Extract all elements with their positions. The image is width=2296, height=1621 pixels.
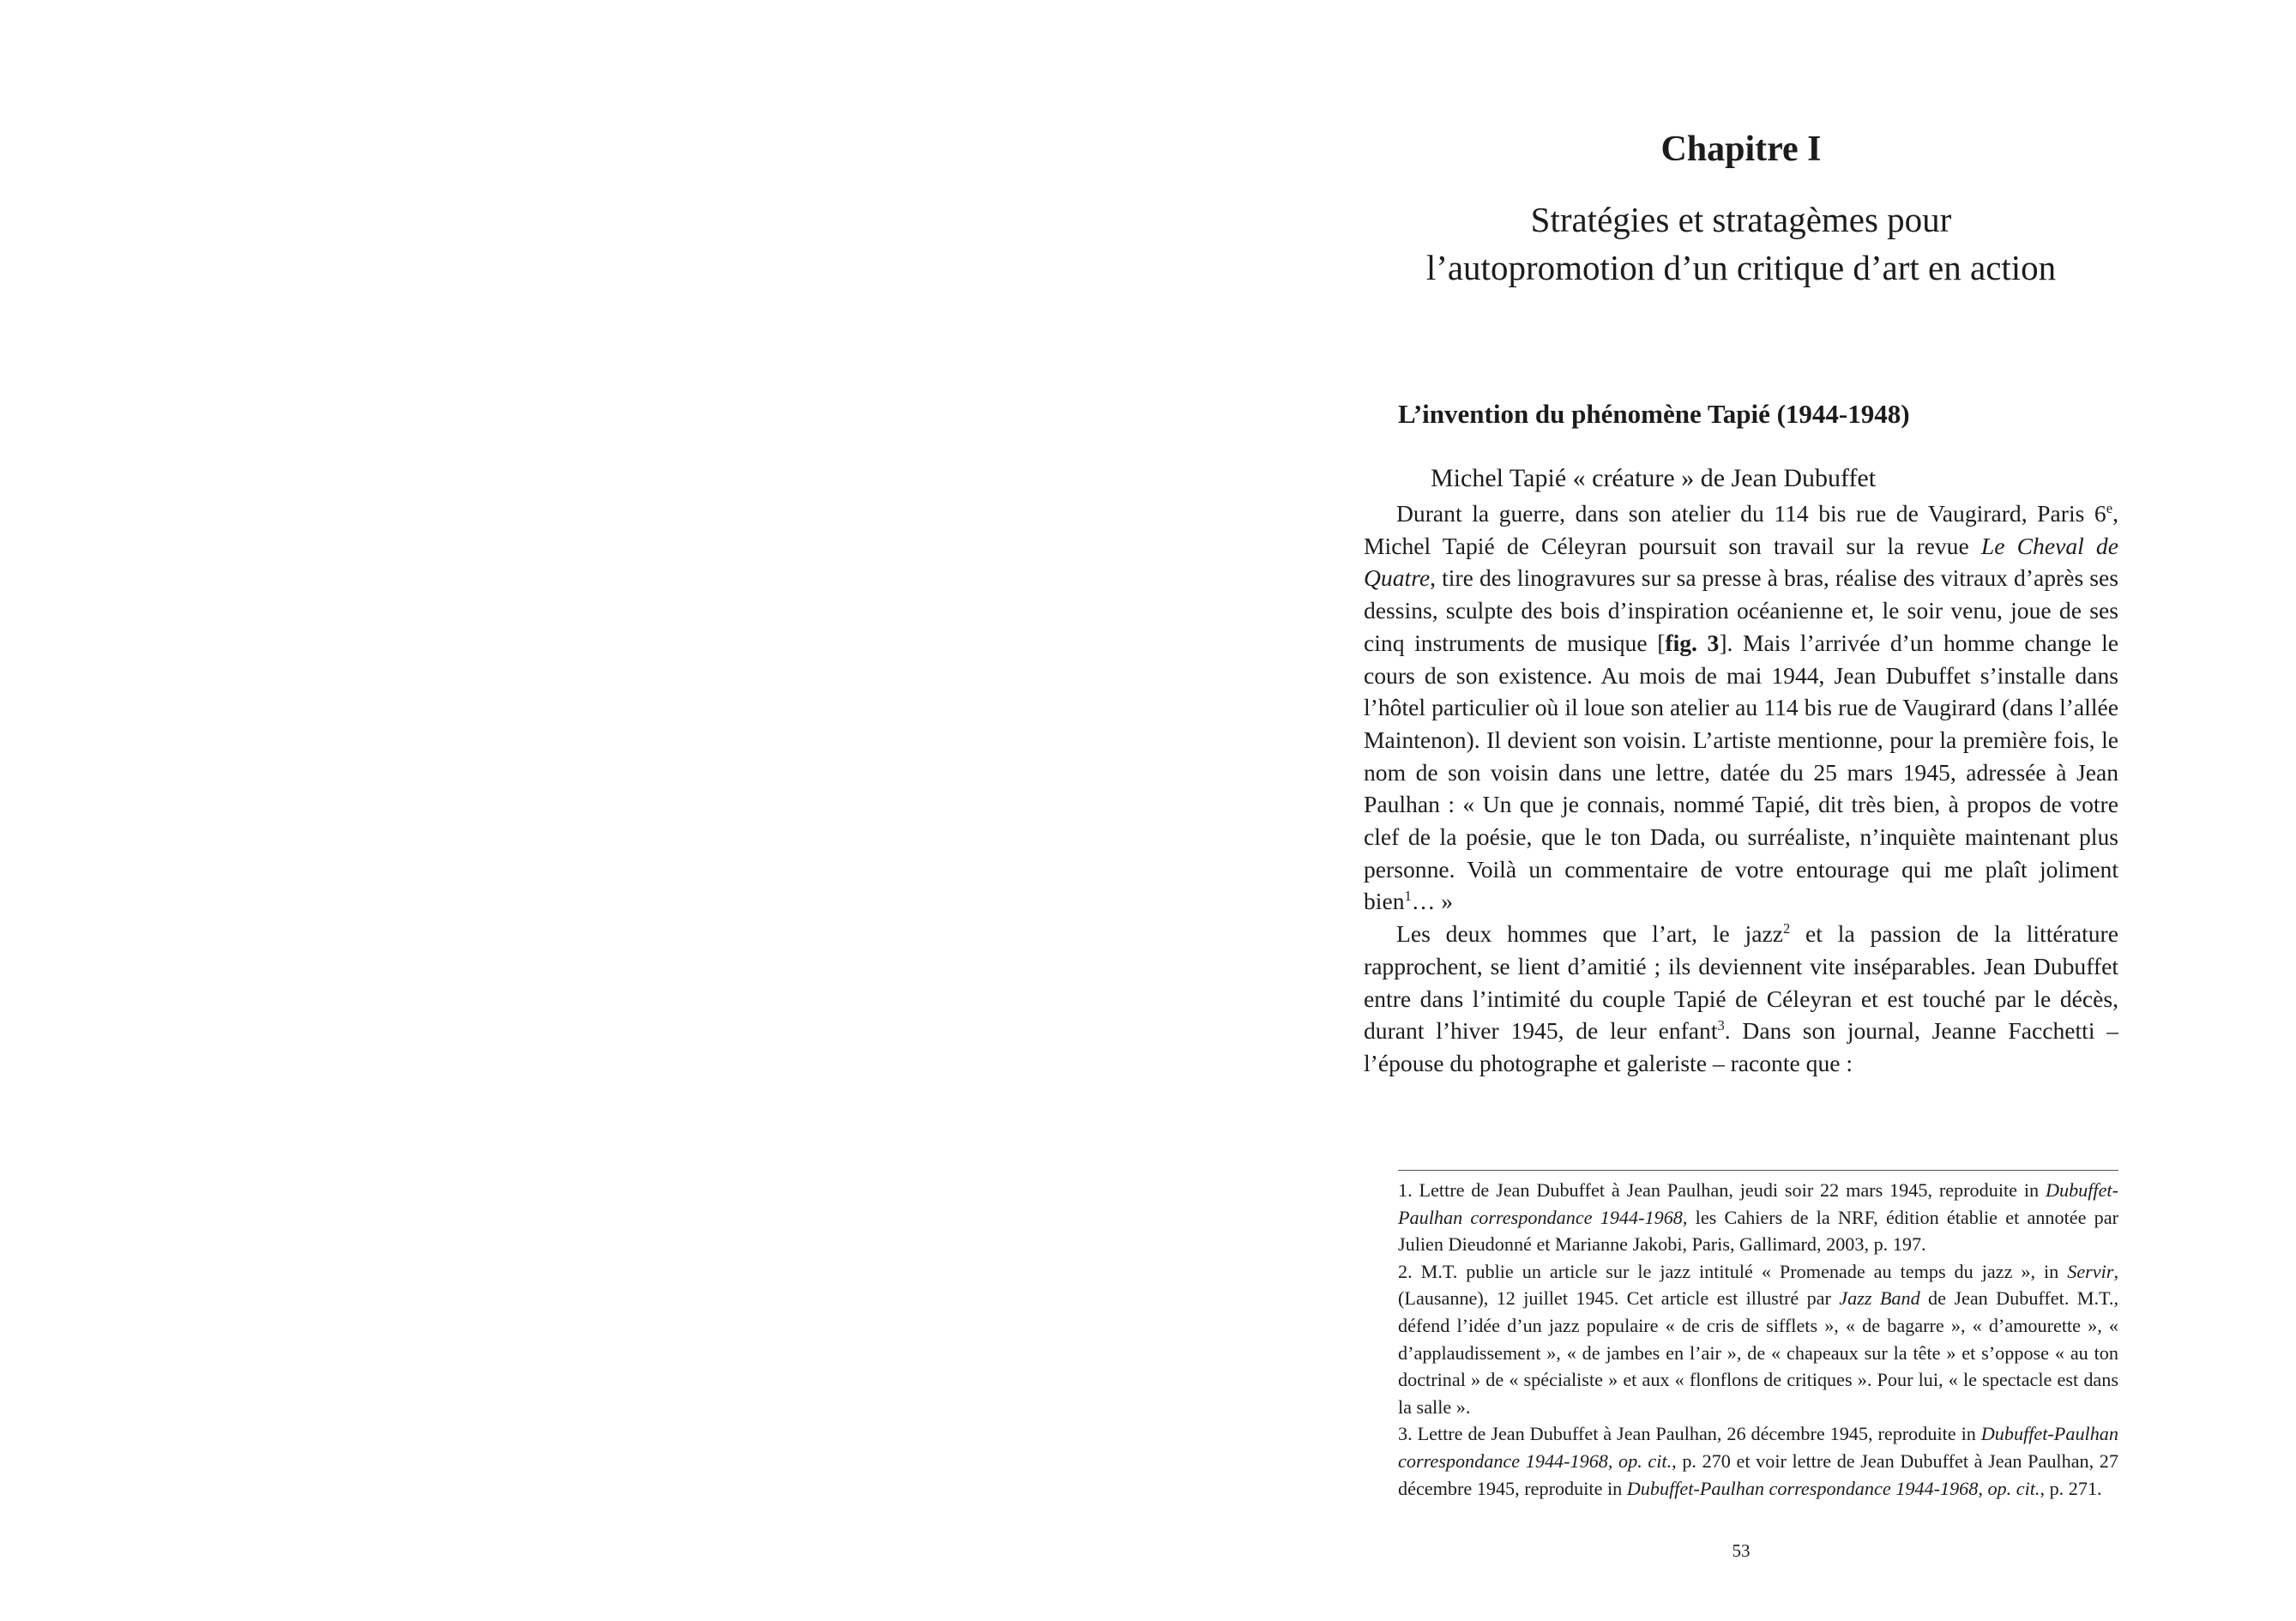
footnote-ref-2: 2: [1782, 919, 1791, 937]
chapter-title-line-2: l’autopromotion d’un critique d’art en action: [1425, 248, 2057, 287]
footnote-1: 1. Lettre de Jean Dubuffet à Jean Paulhan, jeudi soir 22 mars 1945, reproduite in Dubuffet-Paulhan correspondance 1944-1968, les Cahiers de la NRF, édition établie et annotée par Julien Dieudonné et Marianne Jakobi, Paris, Gallimard, 2003, p. 197.: [1398, 1179, 2118, 1256]
subsection-heading: Michel Tapié « créature » de Jean Dubuffet: [1431, 464, 1877, 492]
paragraph-1: Durant la guerre, dans son atelier du 114 bis rue de Vaugirard, Paris 6e, Michel Tapié de Céleyran poursuit son travail sur la revue Le Cheval de Quatre, tire des linogravures sur sa presse à bras, réalise des vitraux d’après ses dessins, sculpte des bois d’inspiration océanienne et, le soir venu, joue de ses cinq instruments de musique [fig. 3]. Mais l’arrivée d’un homme change le cours de son existence. Au mois de mai 1944, Jean Dubuffet s’installe dans l’hôtel particulier où il loue son atelier au 114 bis rue de Vaugirard (dans l’allée Maintenon). Il devient son voisin. L’artiste mentionne, pour la première fois, le nom de son voisin dans une lettre, datée du 25 mars 1945, adressée à Jean Paulhan : « Un que je connais, nommé Tapié, dit très bien, à propos de votre clef de la poésie, que le ton Dada, ou surréaliste, n’inquiète maintenant plus personne. Voilà un commentaire de votre entourage qui me plaît joliment bien$^1$… »: [1364, 499, 2119, 915]
page-number: 53: [1732, 1540, 1751, 1561]
chapter-title-line-1: Stratégies et stratagèmes pour: [1530, 200, 1952, 239]
superscript-e: e: [2106, 499, 2113, 516]
paragraph-2: Les deux hommes que l’art, le jazz$^2$ et la passion de la littérature rapprochent, se lient d’amitié ; ils deviennent vite inséparables. Jean Dubuffet entre dans l’intimité du couple Tapié de Céleyran et est touché par le décès, durant l’hiver 1945, de leur enfant$^3$. Dans son journal, Jeanne Facchetti – l’épouse du photographe et galeriste – raconte que :: [1364, 919, 2118, 1076]
chapter-label: Chapitre I: [1660, 130, 1822, 169]
figure-reference: fig. 3: [1665, 629, 1720, 656]
section-heading: L’invention du phénomène Tapié (1944-1948): [1398, 399, 1910, 429]
right-page: [1364, 0, 2118, 1621]
body-text: [1364, 497, 2118, 1080]
chapter-title: [1364, 196, 2118, 292]
footnote-divider: [1398, 1170, 2118, 1171]
footnote-ref-1: 1: [1404, 888, 1412, 905]
footnotes: [1398, 1177, 2118, 1502]
journal-title: Le Cheval de Quatre: [1364, 532, 2118, 592]
footnote-2: 2. M.T. publie un article sur le jazz intitulé « Promenade au temps du jazz », in Servir, (Lausanne), 12 juillet 1945. Cet article est illustré par Jazz Band de Jean Dubuffet. M.T., défend l’idée d’un jazz populaire « de cris de sifflets », « de bagarre », « d’amourette », « d’applaudissement », « de jambes en l’air », de « chapeaux sur la tête » et s’oppose « au ton doctrinal » de « spécialiste » et aux « flonflons de critiques ». Pour lui, « le spectacle est dans la salle ».: [1398, 1260, 2119, 1418]
footnote-3: 3. Lettre de Jean Dubuffet à Jean Paulhan, 26 décembre 1945, reproduite in Dubuffet-Paulhan correspondance 1944-1968, op. cit., p. 270 et voir lettre de Jean Dubuffet à Jean Paulhan, 27 décembre 1945, reproduite in Dubuffet-Paulhan correspondance 1944-1968, op. cit., p. 271.: [1398, 1423, 2118, 1499]
footnote-ref-3: 3: [1717, 1017, 1725, 1034]
